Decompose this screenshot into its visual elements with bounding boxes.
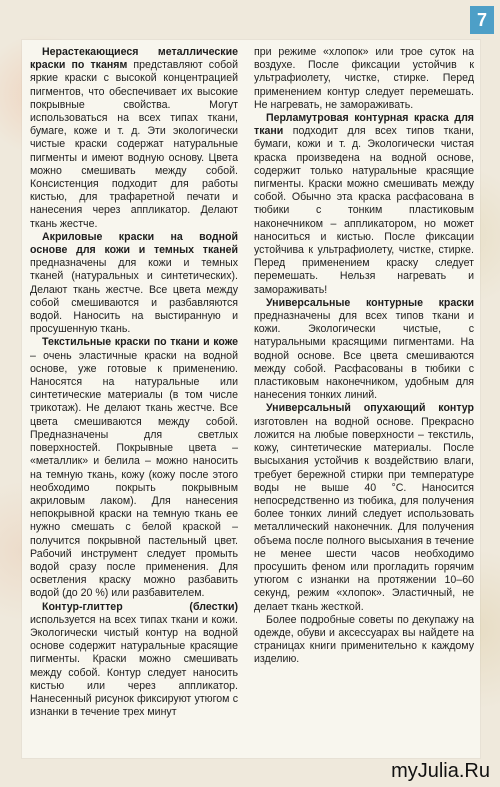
text-textile: – очень эластичные краски на водной основе, уже готовые к применению. Наносятся на натуральные или синтетические материалы (в том числе трикотаж). Не делают ткань жестче. Все цвета смешиваются между собой. Предназначены для светлых поверхностей. Покрывные цвета – «металлик» и белила – можно наносить на темную ткань, кожу (кожу после этого необходимо покрыть покрывным акриловым лаком). Для нанесения непокрывной краски на темную ткань ее нужно смешать с белой краской – получится покрывной пастельный цвет. Рабочий инструмент следует промыть водой сразу после применения. Для осветления краску можно разбавить водой (до 20 %) или разбавителем. [30, 349, 238, 600]
heading-pearl: Перламутровая контурная краска для ткани [254, 112, 474, 138]
paragraph-textile [30, 336, 238, 600]
text-glitter: используется на всех типах ткани и кожи. Экологически чистый контур на водной основе содержит натуральные красящие пигменты. Краски можно смешивать между собой. Контур следует наносить кистью или через аппликатор. Нанесенный рисунок фиксируют утюгом с изнанки в течение трех минут [30, 613, 238, 719]
paragraph-tips [254, 614, 474, 667]
text-glitter-cont: при режиме «хлопок» или трое суток на воздухе. После фиксации устойчив к ультрафиолету, чистке, стирке. Перед применением контур следует перемешать. Не нагревать, не замораживать. [254, 46, 474, 111]
heading-glitter: Контур-глиттер (блестки) [42, 600, 238, 613]
heading-textile: Текстильные краски по ткани и коже [42, 336, 238, 349]
text-tips: Более подробные советы по декупажу на одежде, обуви и аксессуарах вы найдете на страницах книги применительно к каждому изделию. [254, 613, 474, 666]
heading-acrylic: Акриловые краски на водной основе для кожи и темных тканей [30, 230, 238, 257]
text-pearl: подходит для всех типов ткани, бумаги, кожи и т. д. Экологически чистая краска произведена на водной основе, содержит только натуральные красящие пигменты. Краски можно смешивать между собой. Обычно эта краска расфасована в тюбики с тонким пластиковым наконечником – аппликатором, но может наноситься и кистью. После фиксации устойчива к ультрафиолету, чистке, стирке. Перед применением краску следует перемешать. Нельзя нагревать и замораживать! [254, 125, 474, 296]
paragraph-universal [254, 297, 474, 403]
paragraph-pearl [254, 112, 474, 297]
heading-metallic: Нерастекающиеся металлические краски по тканям [30, 46, 238, 72]
heading-universal: Универсальные контурные краски [266, 296, 474, 309]
heading-puffy: Универсальный опухающий контур [266, 402, 474, 415]
left-column [30, 46, 238, 719]
paragraph-glitter-cont [254, 46, 474, 112]
text-metallic: представляют собой яркие краски с высокой концентрацией пигментов, что обеспечивает их высокие покрывные свойства. Могут использоваться на всех типах ткани, бумаге, коже и т. д. Эти экологически чистые краски содержат натуральные пигменты и имеют водную основу. Цвета можно смешивать между собой. Консистенция подходит для работы кистью, для трафаретной печати и нанесения через аппликатор. Делают ткань жестче. [30, 59, 238, 230]
page-number: 7 [470, 6, 494, 34]
right-column [254, 46, 474, 667]
paragraph-glitter [30, 601, 238, 720]
text-universal: предназначены для всех типов ткани и кожи. Экологически чистые, с натуральными красящими пигментами. На водной основе. Все цвета смешиваются между собой. Расфасованы в тюбики с пластиковым наконечником, удобным для нанесения тонких линий. [254, 310, 474, 402]
text-puffy: изготовлен на водной основе. Прекрасно ложится на любые поверхности – текстиль, кожу, синтетические материалы. После высыхания устойчив к воздействию влаги, требует бережной стирки при температуре воды не выше 40 °С. Наносится непосредственно из тюбика, для получения более тонких линий следует использовать металлический наконечник. Для получения объема после полного высыхания в течение не менее шести часов необходимо просушить феном или прогладить горячим утюгом с изнанки на протяжении 10–60 секунд, режим «хлопок». Эластичный, не делает ткань жесткой. [254, 415, 474, 613]
paragraph-acrylic [30, 231, 238, 337]
site-watermark: myJulia.Ru [391, 760, 490, 782]
paragraph-puffy [254, 402, 474, 613]
text-acrylic: предназначены для кожи и темных тканей (натуральных и синтетических). Делают ткань жестче. Все цвета между собой смешиваются и разбавляются водой. Наносить на выстиранную и просушенную ткань. [30, 257, 238, 336]
paragraph-metallic [30, 46, 238, 231]
